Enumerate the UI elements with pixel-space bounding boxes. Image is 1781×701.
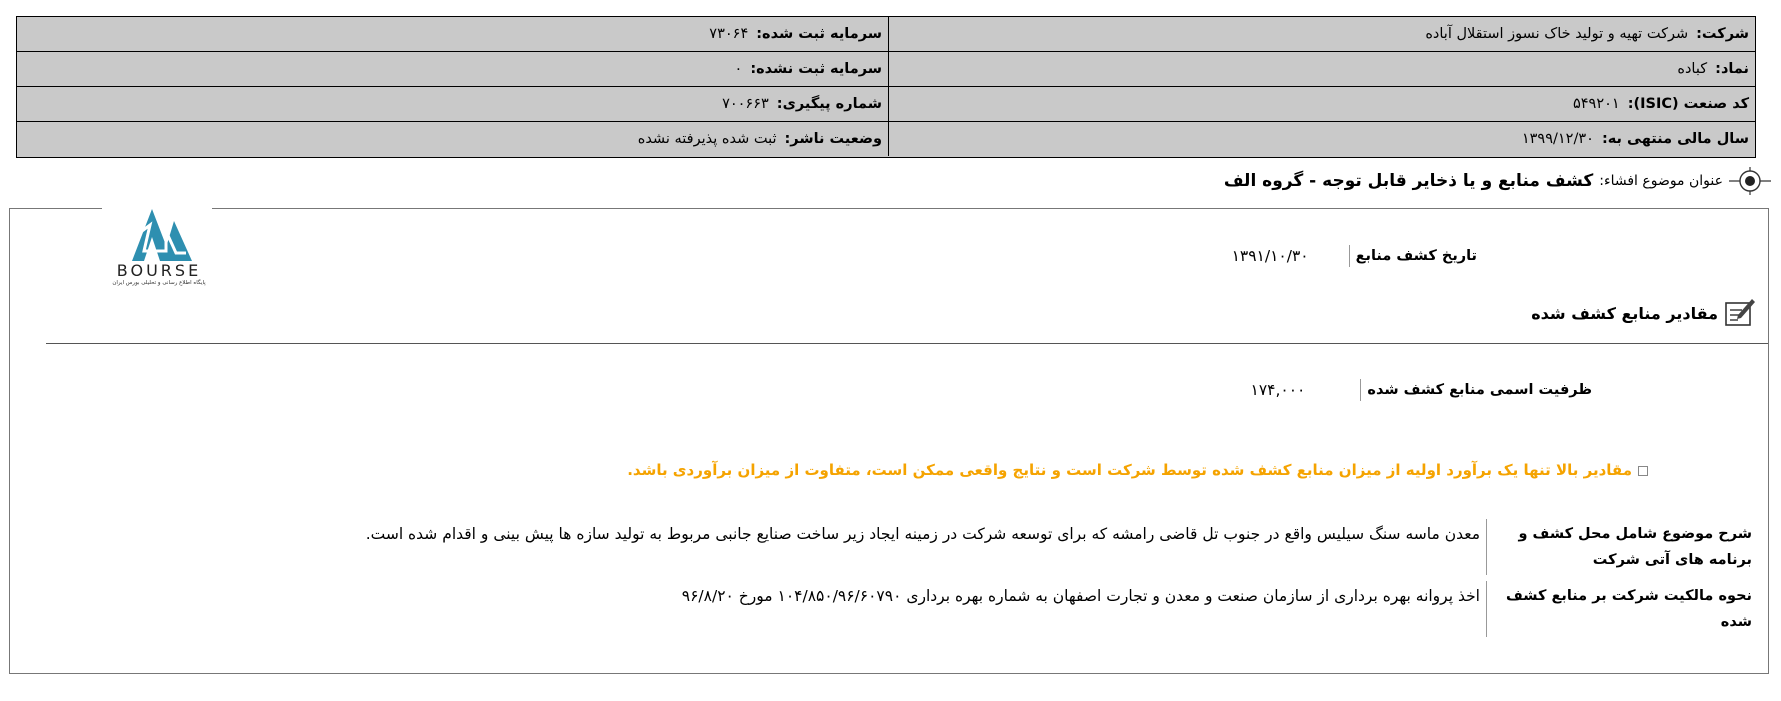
bourse-logo-icon	[104, 207, 214, 263]
tracking-cell	[17, 87, 888, 121]
notice-text: مقادیر بالا تنها یک برآورد اولیه از میزان منابع کشف شده توسط شرکت است و نتایج واقعی ممکن است، متفاوت از میزان برآوردی باشد.	[627, 461, 1632, 479]
company-info-table	[16, 16, 1756, 158]
topic-value: کشف منابع و یا ذخایر قابل توجه - گروه الف	[1223, 171, 1594, 191]
unregistered-capital-cell	[17, 52, 888, 86]
publisher-status-label: وضعیت ناشر:	[784, 131, 882, 147]
tracking-label: شماره پیگیری:	[776, 96, 882, 112]
section-title	[1531, 297, 1756, 329]
company-value: شرکت تهیه و تولید خاک نسوز استقلال آباده	[1425, 26, 1689, 42]
publisher-status-value: ثبت شده پذیرفته نشده	[637, 131, 777, 147]
disclosure-topic	[1224, 165, 1771, 197]
discovery-panel	[9, 208, 1769, 674]
capacity-row	[1251, 379, 1599, 401]
capacity-label: ظرفیت اسمی منابع کشف شده	[1360, 379, 1598, 401]
logo-subtitle: پایگاه اطلاع رسانی و تحلیلی بورس ایران	[112, 280, 206, 286]
edit-note-icon	[1722, 297, 1756, 329]
fiscal-year-value: ۱۳۹۹/۱۲/۳۰	[1521, 131, 1594, 147]
discovery-date-label: تاریخ کشف منابع	[1349, 245, 1483, 267]
company-cell	[888, 17, 1755, 51]
fiscal-year-cell	[888, 122, 1755, 156]
fiscal-year-label: سال مالی منتهی به:	[1601, 131, 1749, 147]
bourse-logo	[104, 207, 214, 287]
capacity-value: ۱۷۴,۰۰۰	[1250, 381, 1306, 399]
registered-capital-label: سرمایه ثبت شده:	[756, 26, 882, 42]
tracking-value: ۷۰۰۶۶۳	[722, 96, 769, 112]
estimate-notice	[627, 461, 1648, 479]
registered-capital-value: ۷۳۰۶۴	[709, 26, 749, 42]
publisher-status-cell	[17, 122, 888, 156]
section-divider	[46, 343, 1768, 344]
discovery-date-value: ۱۳۹۱/۱۰/۳۰	[1231, 247, 1309, 265]
info-row-isic	[17, 87, 1755, 122]
bullet-icon	[1638, 466, 1648, 476]
logo-word: BOURSE	[116, 261, 202, 280]
description-value: معدن ماسه سنگ سیلیس واقع در جنوب تل قاضی رامشه که برای توسعه شرکت در زمینه ایجاد زیر ساخت صنایع جانبی مربوط به تولید سازه ها پیش بینی و اقدام شده است.	[365, 525, 1480, 543]
description-label: شرح موضوع شامل محل کشف و برنامه های آتی شرکت	[1486, 519, 1758, 575]
ownership-row	[682, 581, 1758, 637]
ownership-value: اخذ پروانه بهره برداری از سازمان صنعت و معدن و تجارت اصفهان به شماره بهره برداری ۱۰۴/۸۵۰/۹۶/۶۰۷۹۰ مورخ ۹۶/۸/۲۰	[681, 587, 1480, 605]
isic-label: کد صنعت (ISIC):	[1627, 96, 1749, 112]
ownership-label: نحوه مالکیت شرکت بر منابع کشف شده	[1486, 581, 1758, 637]
symbol-cell	[888, 52, 1755, 86]
company-label: شرکت:	[1696, 26, 1749, 42]
unregistered-capital-value: ۰	[734, 61, 743, 77]
target-icon	[1729, 165, 1771, 197]
symbol-value: کباده	[1677, 61, 1708, 77]
section-title-text: مقادیر منابع کشف شده	[1531, 303, 1718, 323]
topic-label: عنوان موضوع افشاء:	[1599, 173, 1723, 189]
symbol-label: نماد:	[1715, 61, 1749, 77]
registered-capital-cell	[17, 17, 888, 51]
info-row-symbol	[17, 52, 1755, 87]
discovery-date-row	[1232, 245, 1483, 267]
description-row	[366, 519, 1758, 575]
info-row-company	[17, 17, 1755, 52]
unregistered-capital-label: سرمایه ثبت نشده:	[750, 61, 882, 77]
isic-value: ۵۴۹۲۰۱	[1572, 96, 1620, 112]
isic-cell	[888, 87, 1755, 121]
info-row-fiscal-year	[17, 122, 1755, 156]
